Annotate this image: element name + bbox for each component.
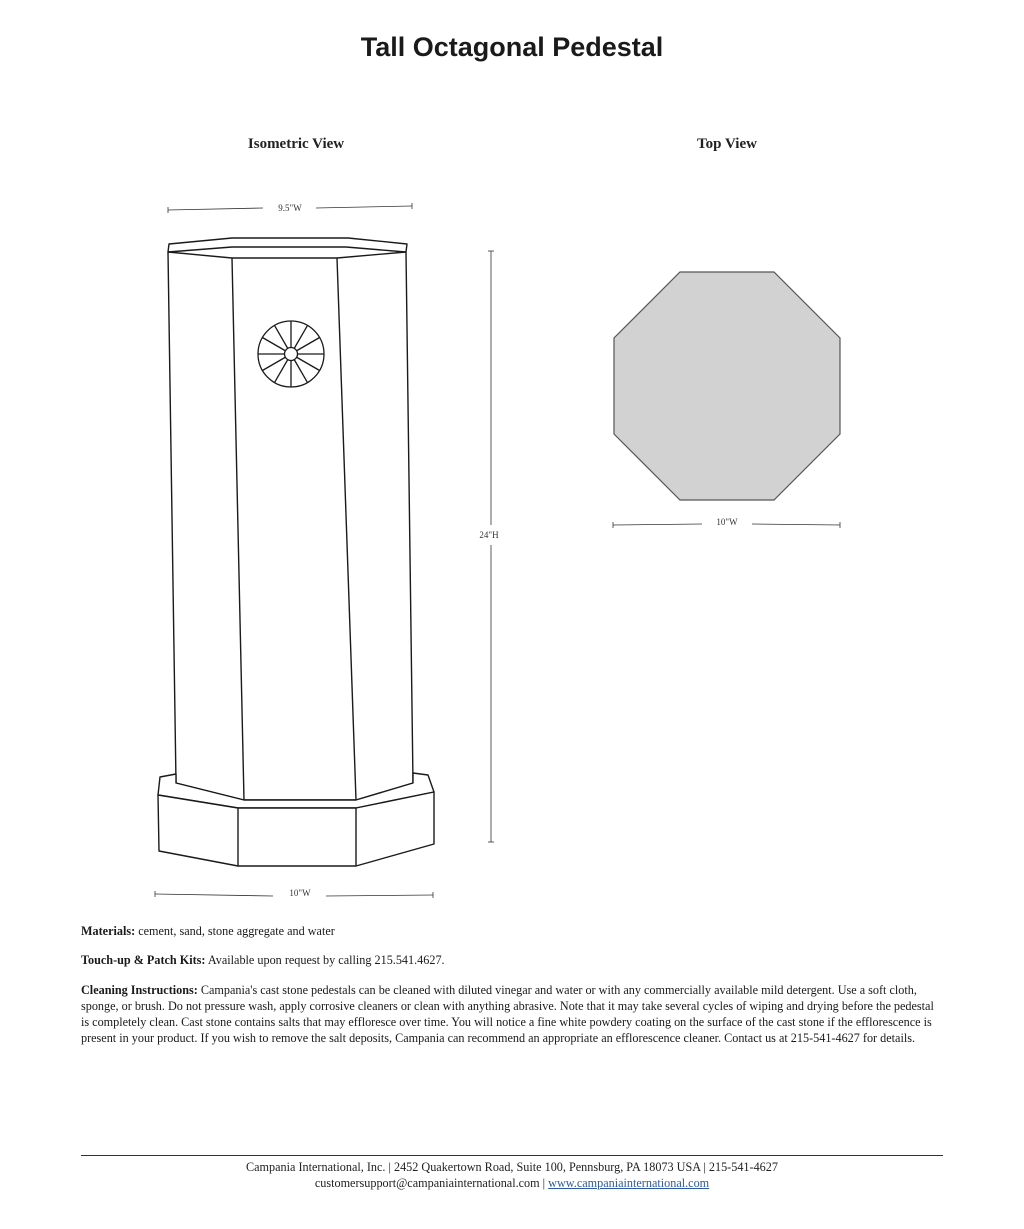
column-edge-right [337, 258, 356, 800]
footer-website-link[interactable]: www.campaniainternational.com [548, 1176, 710, 1190]
pedestal-top-cap [168, 238, 407, 252]
cleaning-text: Campania's cast stone pedestals can be cleaned with diluted vinegar and water or with any commercially available mild detergent. Use a soft cloth, sponge, or brush. Do not pressure wash, apply corrosive cleaners or clean with anything abrasive. Note that it may take several cycles of wiping and drying before the pedestal is completely clean. Cast stone contains salts that may effloresce over time. You will notice a fine white powdery coating on the surface of the cast stone if the efflorescence is present in your product. If you wish to remove the salt deposits, Campania can recommend an appropriate an efflorescence cleaner. Contact us at 215-541-4627 for details. [81, 983, 934, 1045]
materials-label: Materials: [81, 924, 136, 938]
isometric-view-label: Isometric View [247, 136, 345, 152]
footer-contact-line [0, 1175, 1024, 1191]
top-view-label: Top View [697, 136, 757, 152]
footer-divider [81, 1155, 943, 1156]
iso-height-label: 24"H [479, 530, 499, 540]
page-title: Tall Octagonal Pedestal [360, 32, 664, 62]
footer-address: Campania International, Inc. | 2452 Quakertown Road, Suite 100, Pennsburg, PA 18073 USA | 215-541-4627 [246, 1160, 778, 1174]
top-width-label: 10"W [716, 517, 738, 527]
cleaning-paragraph [81, 982, 943, 1046]
wheel-medallion [258, 321, 324, 387]
footer [0, 1159, 1024, 1191]
cleaning-label: Cleaning Instructions: [81, 983, 198, 997]
iso-base-width-label: 10"W [289, 888, 311, 898]
touchup-text: Available upon request by calling 215.541.4627. [207, 953, 445, 967]
column-edge-left [232, 258, 244, 800]
footer-email[interactable]: customersupport@campaniainternational.com [314, 1176, 540, 1190]
footer-separator: | [539, 1176, 549, 1190]
isometric-pedestal-drawing [158, 238, 434, 866]
materials-text: cement, sand, stone aggregate and water [138, 924, 335, 938]
column-top-inner-edge [168, 252, 406, 258]
touchup-label: Touch-up & Patch Kits: [81, 953, 206, 967]
iso-top-width-label: 9.5"W [278, 203, 302, 213]
touchup-paragraph [81, 952, 943, 968]
top-view-octagon [614, 272, 840, 500]
materials-paragraph [81, 923, 943, 939]
